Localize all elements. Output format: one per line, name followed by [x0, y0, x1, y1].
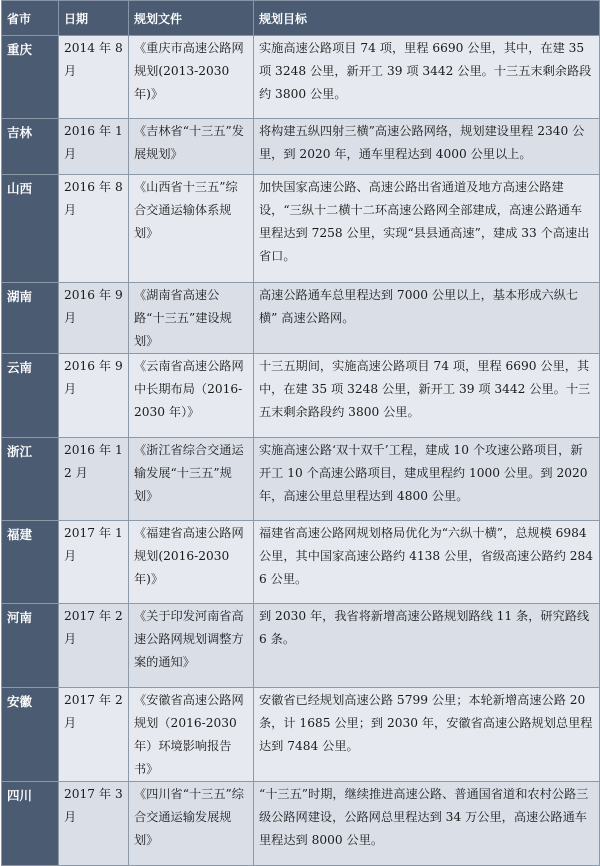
province-cell: 浙江 [2, 438, 59, 521]
document-cell: 《福建省高速公路网规划(2016-2030 年)》 [129, 521, 254, 604]
province-cell: 云南 [2, 354, 59, 438]
document-cell: 《云南省高速公路网中长期布局（2016-2030 年）》 [129, 354, 254, 438]
header-goal: 规划目标 [254, 1, 600, 36]
goal-cell: 到 2030 年，我省将新增高速公路规划路线 11 条，研究路线 6 条。 [254, 604, 600, 688]
date-cell: 2017 年 2 月 [59, 604, 129, 688]
date-cell: 2017 年 3 月 [59, 782, 129, 866]
header-row [2, 1, 600, 36]
table-row [2, 283, 600, 354]
table-row [2, 604, 600, 688]
date-cell: 2014 年 8 月 [59, 36, 129, 119]
province-cell: 四川 [2, 782, 59, 866]
date-cell: 2017 年 1 月 [59, 521, 129, 604]
goal-cell: 福建省高速公路网规划格局优化为“六纵十横”，总规模 6984 公里，其中国家高速公路约 4138 公里，省级高速公路约 2846 公里。 [254, 521, 600, 604]
province-cell: 安徽 [2, 688, 59, 782]
document-cell: 《关于印发河南省高速公路网规划调整方案的通知》 [129, 604, 254, 688]
goal-cell: 十三五期间，实施高速公路项目 74 项，里程 6690 公里，其中，在建 35 项 3248 公里，新开工 39 项 3442 公里。十三五末剩余路段约 3800 公里。 [254, 354, 600, 438]
header-province: 省市 [2, 1, 59, 36]
date-cell: 2016 年 9 月 [59, 283, 129, 354]
header-date: 日期 [59, 1, 129, 36]
date-cell: 2016 年 12 月 [59, 438, 129, 521]
table-body [2, 36, 600, 866]
table-row [2, 36, 600, 119]
document-cell: 《四川省“十三五”综合交通运输发展规划》 [129, 782, 254, 866]
date-cell: 2017 年 2 月 [59, 688, 129, 782]
goal-cell: “十三五”时期，继续推进高速公路、普通国省道和农村公路三级公路网建设，公路网总里程达到 34 万公里，高速公路通车里程达到 8000 公里。 [254, 782, 600, 866]
goal-cell: 将构建五纵四射三横”高速公路网络，规划建设里程 2340 公里，到 2020 年，通车里程达到 4000 公里以上。 [254, 119, 600, 175]
date-cell: 2016 年 9 月 [59, 354, 129, 438]
goal-cell: 安徽省已经规划高速公路 5799 公里；本轮新增高速公路 20 条，计 1685 公里；到 2030 年，安徽省高速公路规划总里程达到 7484 公里。 [254, 688, 600, 782]
document-cell: 《浙江省综合交通运输发展“十三五”规划》 [129, 438, 254, 521]
goal-cell: 加快国家高速公路、高速公路出省通道及地方高速公路建设，“三纵十二横十二环高速公路网全部建成，高速公路通车里程达到 7258 公里，实现“县县通高速”，建成 33 个高速出省口。 [254, 175, 600, 283]
document-cell: 《山西省十三五”综合交通运输体系规划》 [129, 175, 254, 283]
province-cell: 福建 [2, 521, 59, 604]
province-cell: 重庆 [2, 36, 59, 119]
table-row [2, 782, 600, 866]
header-document: 规划文件 [129, 1, 254, 36]
document-cell: 《湖南省高速公路“十三五”建设规划》 [129, 283, 254, 354]
province-cell: 吉林 [2, 119, 59, 175]
date-cell: 2016 年 8 月 [59, 175, 129, 283]
province-cell: 河南 [2, 604, 59, 688]
goal-cell: 高速公路通车总里程达到 7000 公里以上，基本形成六纵七横” 高速公路网。 [254, 283, 600, 354]
plan-table [1, 0, 600, 866]
province-cell: 山西 [2, 175, 59, 283]
goal-cell: 实施高速公路项目 74 项，里程 6690 公里，其中，在建 35 项 3248 公里，新开工 39 项 3442 公里。十三五末剩余路段约 3800 公里。 [254, 36, 600, 119]
date-cell: 2016 年 1 月 [59, 119, 129, 175]
table-row [2, 119, 600, 175]
table-row [2, 175, 600, 283]
table-row [2, 438, 600, 521]
document-cell: 《安徽省高速公路网规划（2016-2030 年）环境影响报告书》 [129, 688, 254, 782]
table-row [2, 521, 600, 604]
document-cell: 《吉林省“十三五”发展规划》 [129, 119, 254, 175]
table-row [2, 354, 600, 438]
document-cell: 《重庆市高速公路网规划(2013-2030 年)》 [129, 36, 254, 119]
goal-cell: 实施高速公路‘双十双千’工程，建成 10 个攻速公路项目，新开工 10 个高速公路项目，建成里程约 1000 公里。到 2020 年，高速公里总里程达到 4800 公里。 [254, 438, 600, 521]
table-header [2, 1, 600, 36]
table-row [2, 688, 600, 782]
province-cell: 湖南 [2, 283, 59, 354]
